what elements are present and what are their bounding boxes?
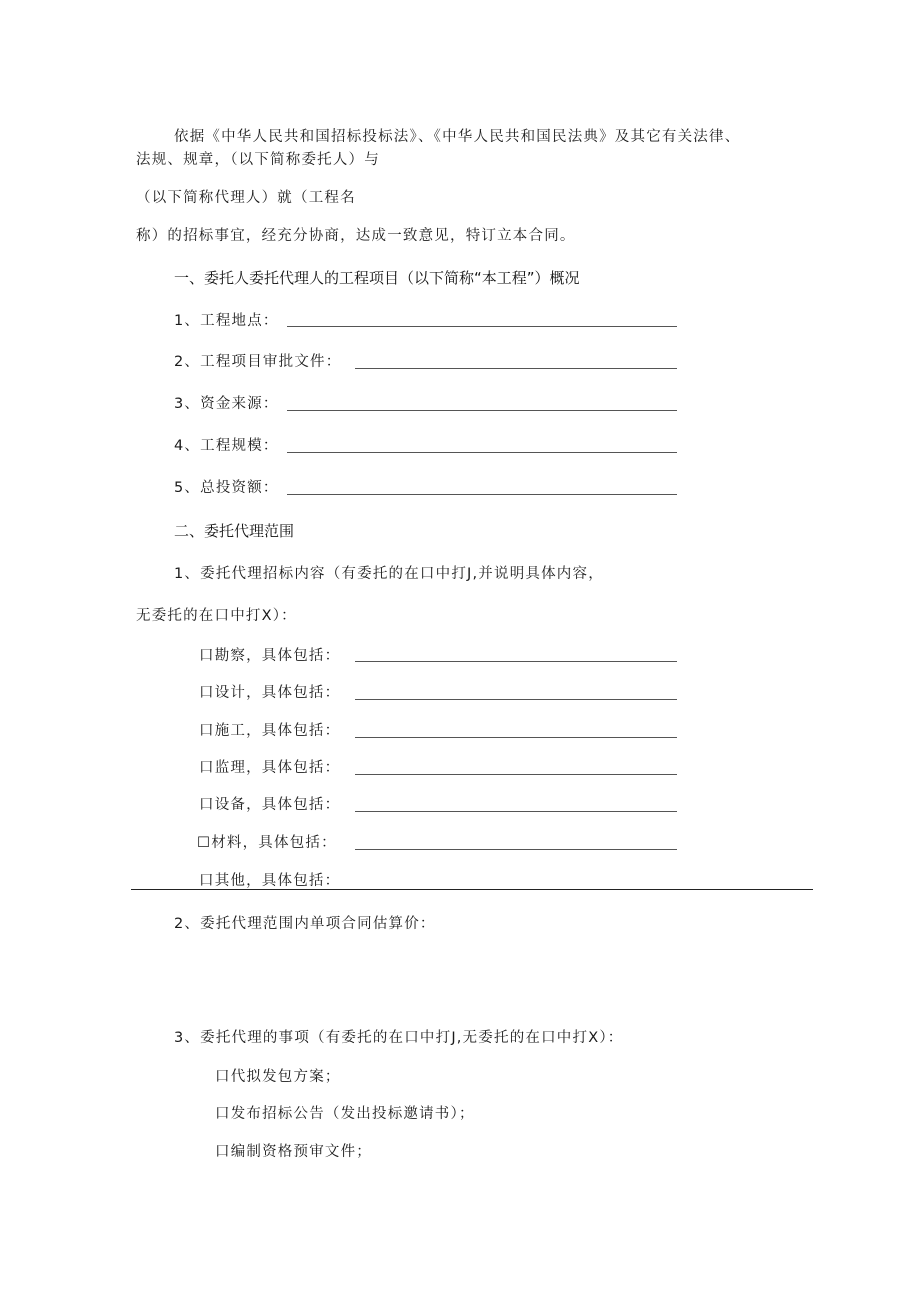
project-location-label: 1、工程地点： bbox=[174, 313, 279, 329]
scope-item-2: 2、委托代理范围内单项合同估算价： bbox=[174, 916, 436, 932]
scope-survey-field[interactable] bbox=[355, 661, 677, 662]
approval-document-field[interactable] bbox=[355, 368, 677, 369]
scope-item-1-line-2: 无委托的在口中打X）： bbox=[136, 608, 297, 624]
scope-construction-field[interactable] bbox=[355, 737, 677, 738]
scope-equipment-field[interactable] bbox=[355, 811, 677, 812]
project-scale-field[interactable] bbox=[287, 452, 677, 453]
scope-item-3: 3、委托代理的事项（有委托的在口中打J,无委托的在口中打X）： bbox=[174, 1030, 624, 1046]
scope-item-1-line-1: 1、委托代理招标内容（有委托的在口中打J,并说明具体内容， bbox=[174, 566, 604, 582]
intro-line-3: （以下简称代理人）就（工程名 bbox=[136, 190, 356, 206]
scope-supervision-field[interactable] bbox=[355, 774, 677, 775]
matter-publish-notice-checkbox[interactable]: 口发布招标公告（发出投标邀请书）； bbox=[215, 1106, 475, 1122]
intro-line-1: 依据《中华人民共和国招标投标法》、《中华人民共和国民法典》及其它有关法律、 bbox=[174, 129, 741, 145]
approval-document-label: 2、工程项目审批文件： bbox=[174, 354, 342, 370]
fund-source-field[interactable] bbox=[287, 410, 677, 411]
scope-materials-field[interactable] bbox=[355, 849, 677, 850]
scope-other-field[interactable] bbox=[131, 889, 813, 890]
scope-survey-checkbox[interactable]: 口勘察，具体包括： bbox=[199, 648, 341, 664]
matter-prequalification-checkbox[interactable]: 口编制资格预审文件； bbox=[215, 1144, 372, 1160]
scope-construction-checkbox[interactable]: 口施工，具体包括： bbox=[199, 723, 341, 739]
total-investment-field[interactable] bbox=[287, 494, 677, 495]
intro-line-4: 称）的招标事宜，经充分协商，达成一致意见，特订立本合同。 bbox=[136, 228, 576, 244]
fund-source-label: 3、资金来源： bbox=[174, 396, 279, 412]
scope-equipment-checkbox[interactable]: 口设备，具体包括： bbox=[199, 797, 341, 813]
section-1-heading: 一、委托人委托代理人的工程项目（以下简称“本工程”）概况 bbox=[174, 269, 580, 287]
section-2-heading: 二、委托代理范围 bbox=[174, 522, 295, 540]
scope-supervision-checkbox[interactable]: 口监理，具体包括： bbox=[199, 760, 341, 776]
total-investment-label: 5、总投资额： bbox=[174, 480, 279, 496]
project-scale-label: 4、工程规模： bbox=[174, 438, 279, 454]
matter-draft-plan-checkbox[interactable]: 口代拟发包方案； bbox=[215, 1069, 341, 1085]
scope-other-checkbox[interactable]: 口其他，具体包括： bbox=[199, 873, 341, 889]
scope-materials-checkbox[interactable]: ☐材料，具体包括： bbox=[197, 835, 337, 851]
scope-design-checkbox[interactable]: 口设计，具体包括： bbox=[199, 685, 341, 701]
project-location-field[interactable] bbox=[287, 326, 677, 327]
scope-design-field[interactable] bbox=[355, 699, 677, 700]
intro-line-2: 法规、规章，（以下简称委托人）与 bbox=[136, 152, 380, 168]
